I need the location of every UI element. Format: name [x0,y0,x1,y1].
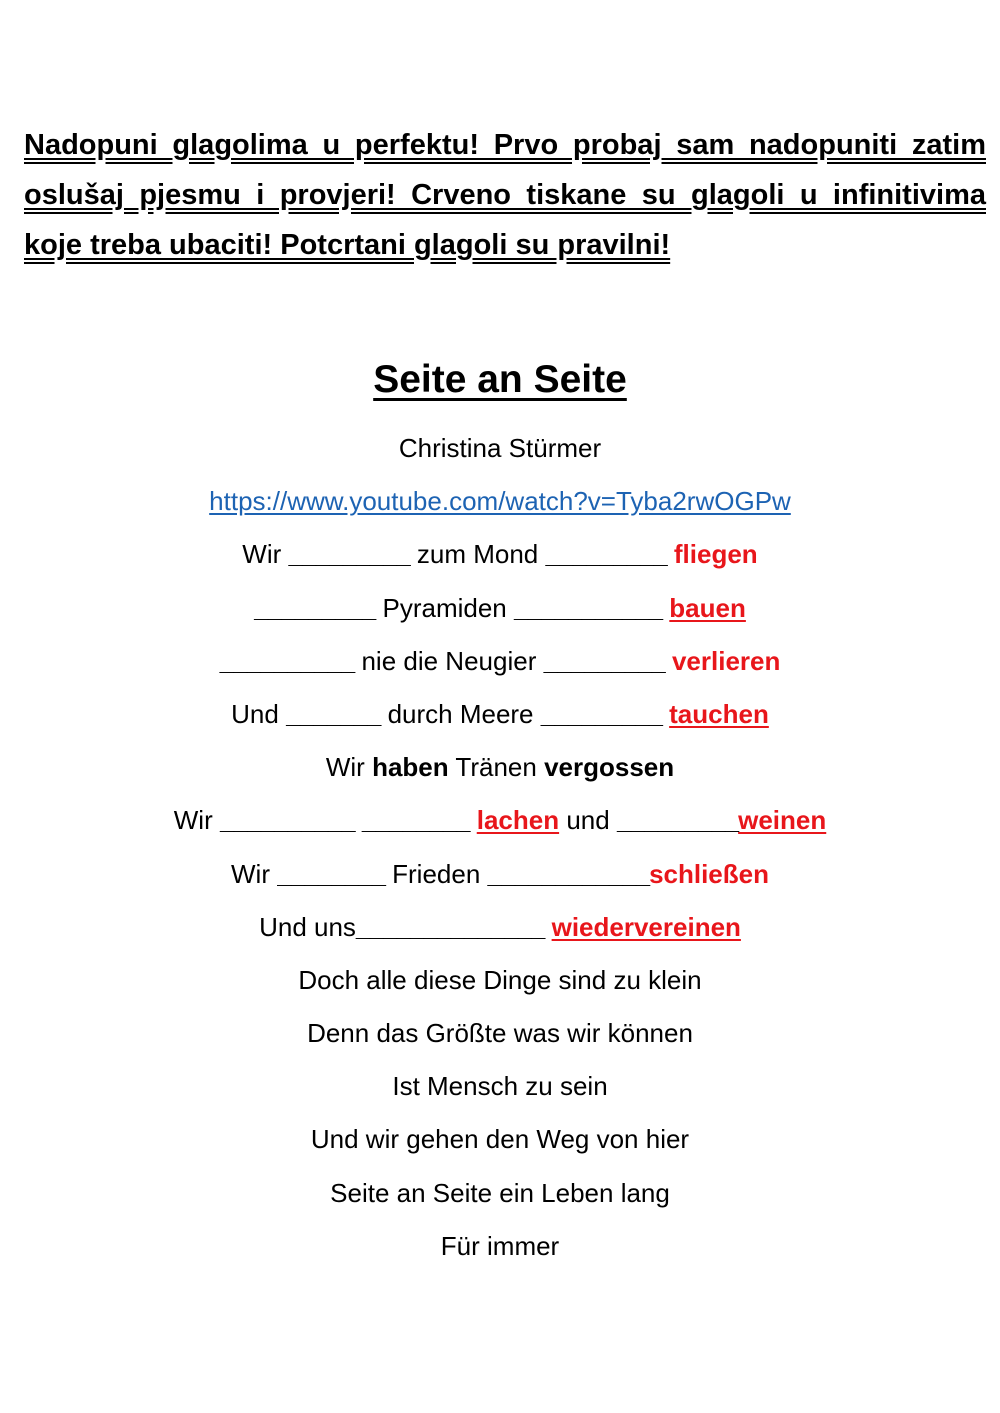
lyric-text: Frieden [392,858,481,889]
answer-blank: _________ [616,805,739,836]
lyric-text: Wir [231,858,270,889]
youtube-link-line [0,481,1000,534]
lyric-text: zum Mond [416,539,539,570]
lyric-line-14: Für immer [440,1230,560,1261]
lyric-line-3 [0,641,1000,694]
lyric-line-4 [0,694,1000,747]
infinitive-hint: verlieren [671,645,781,676]
lyric-text: Wir [242,539,282,570]
answer-blank: ________ [361,805,470,836]
lyric-line-10: Denn das Größte was wir können [307,1018,693,1049]
answer-blank: _________ [545,539,667,570]
lyric-line-9: Doch alle diese Dinge sind zu klein [298,964,702,995]
answer-blank: _________ [540,698,662,729]
infinitive-hint-regular: weinen [738,805,827,836]
infinitive-hint: schließen [649,858,769,889]
answer-blank: _________ [543,645,665,676]
lyric-text: nie die Neugier [361,645,537,676]
infinitive-hint: fliegen [673,539,758,570]
lyric-line-8 [0,907,1000,960]
lyric-line-11: Ist Mensch zu sein [392,1071,608,1102]
answer-blank: ___________ [514,592,663,623]
answer-blank: _______ [286,698,381,729]
answer-blank: _________ [254,592,376,623]
lyric-line-12: Und wir gehen den Weg von hier [310,1124,690,1155]
lyric-text: Tränen [455,752,537,783]
lyric-text: und [566,805,610,836]
answer-blank: __________ [219,805,355,836]
example-participle: vergossen [544,752,675,783]
answer-blank: _________ [288,539,410,570]
lyric-line-6 [0,800,1000,853]
song-title: Seite an Seite [373,358,627,401]
artist-name: Christina Stürmer [398,433,602,463]
lyric-text: Und [231,698,279,729]
instructions-text: Nadopuni glagolima u perfektu! Prvo probaj sam nadopuniti zatim oslušaj pjesmu i provjeri! Crveno tiskane su glagoli u infinitivima koje treba ubaciti! Potcrtani glagoli su pravilni! [24,129,986,261]
infinitive-hint-regular: lachen [476,805,560,836]
infinitive-hint-regular: bauen [669,592,746,623]
example-auxiliary: haben [372,752,449,783]
youtube-link[interactable]: https://www.youtube.com/watch?v=Tyba2rwOGPw [209,486,791,517]
lyric-text: Wir [325,752,365,783]
lyric-line-7 [0,854,1000,907]
lyric-line-5 [0,747,1000,800]
answer-blank: ____________ [487,858,650,889]
lyric-line-2 [0,588,1000,641]
infinitive-hint-regular: wiedervereinen [551,911,741,942]
lyric-text: Wir [173,805,213,836]
answer-blank: ________ [277,858,385,889]
answer-blank: __________ [219,645,355,676]
lyric-text: Und uns [259,911,356,942]
lyric-line-13: Seite an Seite ein Leben lang [330,1177,670,1208]
lyric-line-1 [0,534,1000,587]
lyrics-list [0,428,1000,1279]
infinitive-hint-regular: tauchen [669,698,769,729]
lyric-text: durch Meere [387,698,534,729]
lyric-text: Pyramiden [382,592,507,623]
answer-blank: ______________ [355,911,545,942]
